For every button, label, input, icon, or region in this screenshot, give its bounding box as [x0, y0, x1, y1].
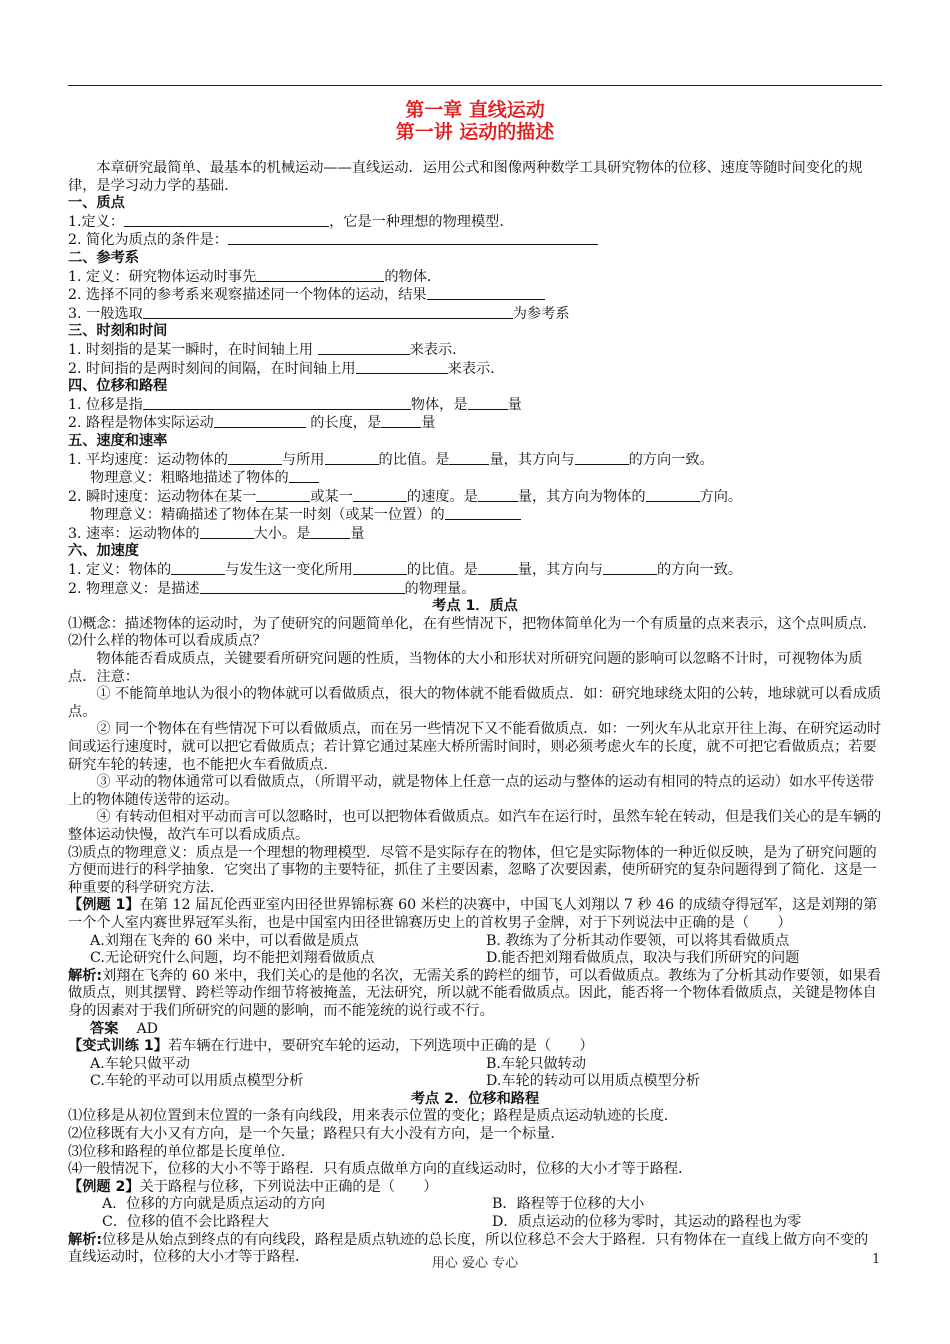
fill-line: 1. 定义：物体的 与发生这一变化所用 的比值。是 量，其方向与 的方向一致。 [68, 562, 743, 579]
option-b: B. 教练为了分析其动作要领，可以将其看做质点 [486, 932, 790, 949]
blank [143, 305, 513, 319]
option-c: C.无论研究什么问题，均不能把刘翔看做质点 [90, 950, 375, 967]
note-item: ② 同一个物体在有些情况下可以看做质点，而在另一些情况下又不能看做质点．如：一列火车从北京开往上海、在研究运动时间或运行速度时，就可以把它看做质点；若计算它通过某座大桥所需时间时，则必须考虑火车的长度，就不可把它看做质点；若要研究车轮的转速，也不能把火车看做质点． [68, 721, 882, 773]
options-row [68, 933, 882, 951]
chapter-title: 第一章 直线运动 [405, 99, 545, 121]
paragraph: ⑵什么样的物体可以看成质点？ [68, 633, 267, 650]
example-tag: 【例题 2】 [68, 1178, 140, 1195]
blank [646, 488, 700, 502]
blank [256, 268, 384, 282]
fill-line: 1. 平均速度：运动物体的 与所用 的比值。是 量，其方向与 的方向一致。 [68, 451, 714, 468]
section-heading: 二、参考系 [68, 249, 139, 266]
blank [353, 488, 407, 502]
intro-paragraph: 本章研究最简单、最基本的机械运动——直线运动．运用公式和图像两种数学工具研究物体的位移、速度等随时间变化的规律，是学习动力学的基础． [68, 160, 863, 194]
section-heading: 一、质点 [68, 195, 125, 212]
fill-line: 2. 瞬时速度：运动物体在某一 或某一 的速度。是 量，其方向为物体的 方向。 [68, 488, 743, 505]
answer-value: AD [136, 1020, 159, 1037]
example-question: 【例题 1】在第 12 届瓦伦西亚室内田径世界锦标赛 60 米栏的决赛中，中国飞人刘翔以 7 秒 46 的成绩夺得冠军，这是刘翔的第一个个人室内赛世界冠军头衔，也是中国室内田径世锦赛历史上的首枚男子金牌，对于下列说法中正确的是（ ） [68, 897, 878, 931]
blank [381, 414, 421, 428]
blank [603, 561, 657, 575]
blank [575, 451, 629, 465]
answer [68, 1021, 882, 1039]
blank [427, 286, 545, 300]
option-d: D.能否把刘翔看做质点，取决与我们所研究的问题 [486, 950, 800, 967]
note-item: ④ 有转动但相对平动而言可以忽略时，也可以把物体看做质点。如汽车在运行时，虽然车轮在转动，但是我们关心的是车辆的整体运动快慢，故汽车可以看成质点。 [68, 809, 882, 843]
fill-line: 物理意义：精确描述了物体在某一时刻（或某一位置）的 [68, 506, 882, 525]
solution: 解析:刘翔在飞奔的 60 米中，我们关心的是他的名次，无需关系的跨栏的细节，可以看做质点。教练为了分析其动作要领，如果看做质点，则其摆臂、跨栏等动作细节将被掩盖，无法研究，所以就不能看做质点。因此，能否将一个物体看做质点，关键是物体自身的因素对于我们所研究的问题的影响，而不能笼统的说行或不行。 [68, 967, 882, 1019]
page-number: 1 [872, 1252, 881, 1267]
fill-line: 2. 时间指的是两时刻间的间隔，在时间轴上用 来表示． [68, 360, 505, 377]
fill-line: 2. 路程是物体实际运动 的长度，是 量 [68, 415, 436, 432]
blank [143, 396, 411, 410]
options-row [68, 1196, 882, 1214]
option-a: A.刘翔在飞奔的 60 米中，可以看做是质点 [90, 932, 359, 949]
blank [478, 561, 518, 575]
page-footer: 用心 爱心 专心 [431, 1256, 519, 1271]
options-row [68, 1073, 882, 1091]
section-heading: 六、加速度 [68, 543, 139, 560]
paragraph: ⑶位移和路程的单位都是长度单位． [68, 1143, 296, 1160]
options-row [68, 1056, 882, 1074]
fill-line: 2. 选择不同的参考系来观察描述同一个物体的运动，结果 [68, 286, 882, 305]
variant-question: 【变式训练 1】若车辆在行进中，要研究车轮的运动，下列选项中正确的是（ ） [68, 1038, 594, 1055]
blank [449, 451, 489, 465]
blank [256, 488, 310, 502]
document-body [68, 160, 882, 1267]
paragraph: ⑶质点的物理意义：质点是一个理想的物理模型．尽管不是实际存在的物体，但它是实际物体的一种近似反映，是为了研究问题的方便而进行的科学抽象．它突出了事物的主要特征，抓住了主要因素，忽略了次要因素，使所研究的复杂问题得到了简化．这是一种重要的科学研究方法． [68, 844, 877, 896]
fill-line: 物理意义：粗略地描述了物体的 [68, 469, 882, 488]
option-d: D.车轮的转动可以用质点模型分析 [486, 1073, 701, 1090]
option-a: A．位移的方向就是质点运动的方向 [102, 1196, 326, 1213]
topic-heading: 考点 2．位移和路程 [410, 1090, 540, 1107]
option-d: D．质点运动的位移为零时，其运动的路程也为零 [492, 1214, 802, 1231]
option-b: B.车轮只做转动 [486, 1055, 587, 1072]
topic-heading: 考点 1．质点 [432, 598, 518, 615]
section-heading: 三、时刻和时间 [68, 323, 168, 340]
fill-line: 2. 简化为质点的条件是： [68, 231, 882, 250]
fill-line: 1. 时刻指的是某一瞬时，在时间轴上用 来表示． [68, 341, 467, 358]
note-item: ① 不能简单地认为很小的物体就可以看做质点，很大的物体就不能看做质点．如：研究地球绕太阳的公转，地球就可以看成质点。 [68, 686, 882, 720]
option-c: C.车轮的平动可以用质点模型分析 [90, 1073, 304, 1090]
paragraph: ⑵位移既有大小又有方向，是一个矢量；路程只有大小没有方向，是一个标量． [68, 1126, 565, 1143]
section-heading: 四、位移和路程 [68, 378, 168, 395]
blank [445, 506, 521, 520]
paragraph: ⑴概念：描述物体的运动时，为了使研究的问题简单化，在有些情况下，把物体简单化为一个有质量的点来表示，这个点叫质点． [68, 615, 877, 632]
paragraph: ⑷一般情况下，位移的大小不等于路程．只有质点做单方向的直线运动时，位移的大小才等于路程． [68, 1161, 693, 1178]
solution-tag: 解析: [68, 1231, 103, 1248]
blank [228, 451, 282, 465]
variant-tag: 【变式训练 1】 [68, 1038, 168, 1055]
blank [228, 231, 598, 245]
solution-tag: 解析: [68, 967, 103, 984]
blank [310, 525, 350, 539]
fill-line: 1. 位移是指 物体，是 量 [68, 396, 522, 413]
blank [214, 414, 306, 428]
section-heading: 五、速度和速率 [68, 432, 168, 449]
fill-line: 1. 定义：研究物体运动时事先 的物体． [68, 268, 442, 285]
blank [468, 396, 508, 410]
blank [478, 488, 518, 502]
blank [200, 580, 405, 594]
blank [353, 561, 407, 575]
fill-line: 2. 物理意义：是描述 的物理量。 [68, 580, 476, 597]
answer-tag: 答案 [90, 1020, 119, 1037]
option-c: C．位移的值不会比路程大 [102, 1214, 269, 1231]
paragraph: ⑴位移是从初位置到末位置的一条有向线段，用来表示位置的变化；路程是质点运动轨迹的长度． [68, 1108, 679, 1125]
blank [318, 341, 410, 355]
options-row [68, 950, 882, 968]
fill-line: 3. 速率：运动物体的 大小。是 量 [68, 525, 365, 542]
options-row [68, 1214, 882, 1232]
header-rule [68, 85, 882, 86]
solution: 解析:位移是从始点到终点的有向线段，路程是质点轨迹的总长度，所以位移总不会大于路程．只有物体在一直线上做方向不变的直线运动时，位移的大小才等于路程． [68, 1231, 869, 1266]
option-b: B．路程等于位移的大小 [492, 1196, 645, 1213]
fill-line: 1.定义： ，它是一种理想的物理模型． [68, 213, 514, 230]
example-tag: 【例题 1】 [68, 897, 140, 914]
option-a: A.车轮只做平动 [90, 1055, 190, 1072]
example-question: 【例题 2】关于路程与位移，下列说法中正确的是（ ） [68, 1178, 438, 1195]
paragraph: 物体能否看成质点，关键要看所研究问题的性质，当物体的大小和形状对所研究问题的影响可以忽略不计时，可视物体为质点．注意： [68, 651, 863, 685]
blank [171, 561, 225, 575]
blank [124, 213, 329, 227]
blank [356, 360, 448, 374]
blank [200, 525, 254, 539]
fill-line: 3. 一般选取 为参考系 [68, 305, 570, 322]
note-item: ③ 平动的物体通常可以看做质点，（所谓平动，就是物体上任意一点的运动与整体的运动有相同的特点的运动）如水平传送带上的物体随传送带的运动。 [68, 774, 875, 808]
lecture-title: 第一讲 运动的描述 [395, 121, 555, 143]
blank [325, 451, 379, 465]
blank [289, 469, 319, 483]
